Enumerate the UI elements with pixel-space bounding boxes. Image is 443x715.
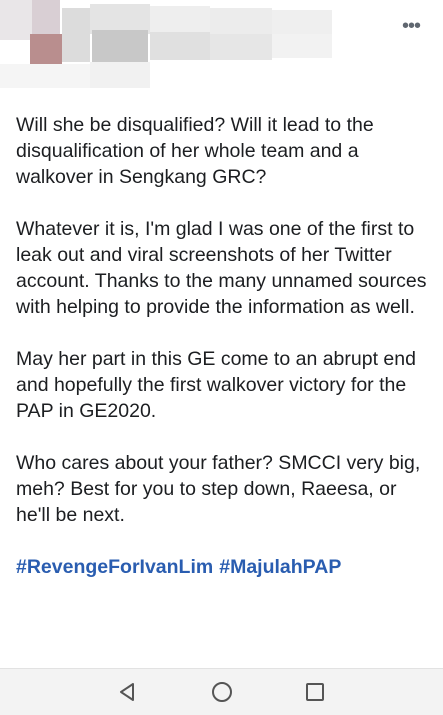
pixelated-name: [272, 10, 332, 36]
post-paragraph: May her part in this GE come to an abrupt end and hopefully the first walkover victory for the PAP in GE2020.: [16, 348, 416, 422]
post-text: [16, 112, 431, 580]
redacted-author-header: [0, 0, 360, 92]
hashtag-link[interactable]: #MajulahPAP: [219, 556, 342, 578]
pixelated-name: [210, 8, 272, 36]
pixelated-avatar: [30, 34, 62, 64]
home-circle-icon[interactable]: [207, 677, 237, 707]
hashtags: [16, 554, 431, 580]
pixelated-meta: [90, 62, 150, 88]
pixelated-name: [210, 34, 272, 60]
post-paragraph: Whatever it is, I'm glad I was one of the first to leak out and viral screenshots of her Twitter account. Thanks to the many unnamed sources with helping to provide the information as well.: [16, 218, 427, 318]
post-paragraph: Who cares about your father? SMCCI very big, meh? Best for you to step down, Raeesa, or he'll be next.: [16, 452, 421, 526]
hashtag-link[interactable]: #RevengeForIvanLim: [16, 556, 214, 578]
android-navigation-bar: [0, 668, 443, 715]
pixelated-name: [150, 32, 210, 60]
back-triangle-icon[interactable]: [112, 677, 142, 707]
more-options-icon[interactable]: •••: [401, 15, 420, 37]
pixelated-meta: [0, 64, 90, 88]
pixelated-avatar: [32, 0, 60, 36]
post-paragraph: Will she be disqualified? Will it lead to the disqualification of her whole team and a walkover in Sengkang GRC?: [16, 114, 374, 188]
recents-square-icon[interactable]: [300, 677, 330, 707]
pixelated-name: [92, 30, 148, 62]
pixelated-avatar: [62, 8, 90, 62]
pixelated-name: [272, 34, 332, 58]
pixelated-avatar: [0, 0, 32, 40]
